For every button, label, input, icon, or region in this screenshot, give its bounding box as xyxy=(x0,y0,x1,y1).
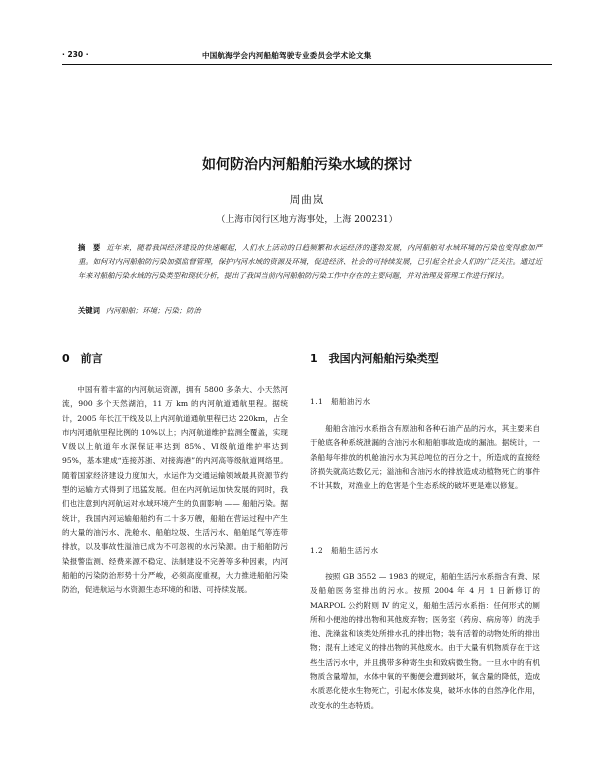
subsection-1-1-paragraph: 船舶含油污水系指含有原油和各种石油产品的污水，其主要来自于舱底各种系统泄漏的含油污水和船舶事故造成的漏油。据统计，一条船每年排放的机舱油污水为其总吨位的百分之十，所造成的直接经济损失就高达数亿元；溢油和含油污水的排放造成动植物死亡的事件不计其数，对渔业上的危害是个生态系统的破坏更是难以修复。 xyxy=(310,424,540,491)
abstract-label: 摘 要 xyxy=(78,243,101,252)
page-number: · 230 · xyxy=(62,50,89,59)
author-affiliation: （上海市闵行区地方海事处，上海 200231） xyxy=(216,215,398,225)
subsection-1-2-title: 1.2 船舶生活污水 xyxy=(310,546,379,555)
abstract xyxy=(78,241,542,284)
header-rule xyxy=(62,64,552,65)
section-0-title: 0 前言 xyxy=(62,352,103,365)
subsection-1-2-paragraph: 按照 GB 3552 — 1983 的规定，船舶生活污水系指含有粪、尿及船舶医务室排出的污水。按照 2004 年 4 月 1 日新修订的 MARPOL 公约附则 Ⅳ 的定义，船舶生活污水系指：任何形式的厕所和小便池的排出物和其他废弃物；医务室（药房、病房等）的洗手池、洗澡盆和该类处所排水孔的排出物；装有活着的动物处所的排出物；混有上述定义的排出物的其他废水。由于大量有机物质存在于这些生活污水中，并且携带多种寄生虫和致病微生物。一旦水中的有机物质含量增加，水体中氧的平衡便会遭到破坏，氧含量的降低，造成水质恶化使水生物死亡，引起水体发臭，破坏水体的自然净化作用，改变水的生态特质。 xyxy=(310,572,540,710)
journal-name: 中国航海学会内河船舶驾驶专业委员会学术论文集 xyxy=(202,51,372,60)
subsection-1-1-title: 1.1 船舶油污水 xyxy=(310,397,371,406)
section-1-title: 1 我国内河船舶污染类型 xyxy=(310,352,439,365)
subsection-1-1-body xyxy=(310,422,540,493)
section-0-paragraph: 中国有着丰富的内河航运资源，拥有 5800 多条大、小天然河流，900 多个天然湖泊，11 万 km 的内河航道通航里程。据统计，2005 年长江干线及以上内河航道通航里程已达 220km，占全市内河通航里程比例的 10%以上；内河航道维护监测全覆盖，实现Ⅴ级以上航道年水深保证率达到 85%、Ⅵ级航道维护率达到 95%，基本建成“连接苏浙、对接海港”的内河高等级航道网络里。随着国家经济建设力度加大，水运作为交通运输领域最具资源节约型的运输方式得到了迅猛发展。但在内河航运加快发展的同时，我们也注意到内河航运对水域环境产生的负面影响 —— 船舶污染。据统计，我国内河运输船舶约有二十多万艘，船舶在营运过程中产生的大量的油污水、洗舱水、船舶垃圾、生活污水、船舶尾气等连带排放，以及事故性溢油已成为不可忽视的水污染源。由于船舶防污染报警监测、经费来源不稳定、法制建设不完善等多种因素，内河船舶的污染防治形势十分严峻，必须高度重视，大力推进船舶污染防治，促进航运与水资源生态环境的和谐、可持续发展。 xyxy=(62,385,288,595)
paper-title: 如何防治内河船舶污染水域的探讨 xyxy=(202,157,412,173)
subsection-1-2-body xyxy=(310,570,540,713)
keywords-label: 关键词 xyxy=(78,306,100,315)
keywords-text: 内河船舶；环境；污染；防治 xyxy=(105,306,201,315)
keywords xyxy=(78,306,542,316)
author-name: 周曲岚 xyxy=(289,194,325,206)
abstract-text: 近年来，随着我国经济建设的快速崛起，人们水上活动的日趋频繁和水运经济的蓬勃发展，内河船舶对水域环境的污染也变得愈加严重。如何对内河船舶防污染加强监督管理，保护内河水域的资源及环境，促进经济、社会的可持续发展，已引起全社会人们的广泛关注。通过近年来对船舶污染水域的污染类型和现状分析，提出了我国当前内河船舶防污染工作中存在的主要问题，并对治理及管理工作进行探讨。 xyxy=(78,243,543,281)
section-0-body xyxy=(62,383,288,597)
running-header xyxy=(62,50,552,64)
